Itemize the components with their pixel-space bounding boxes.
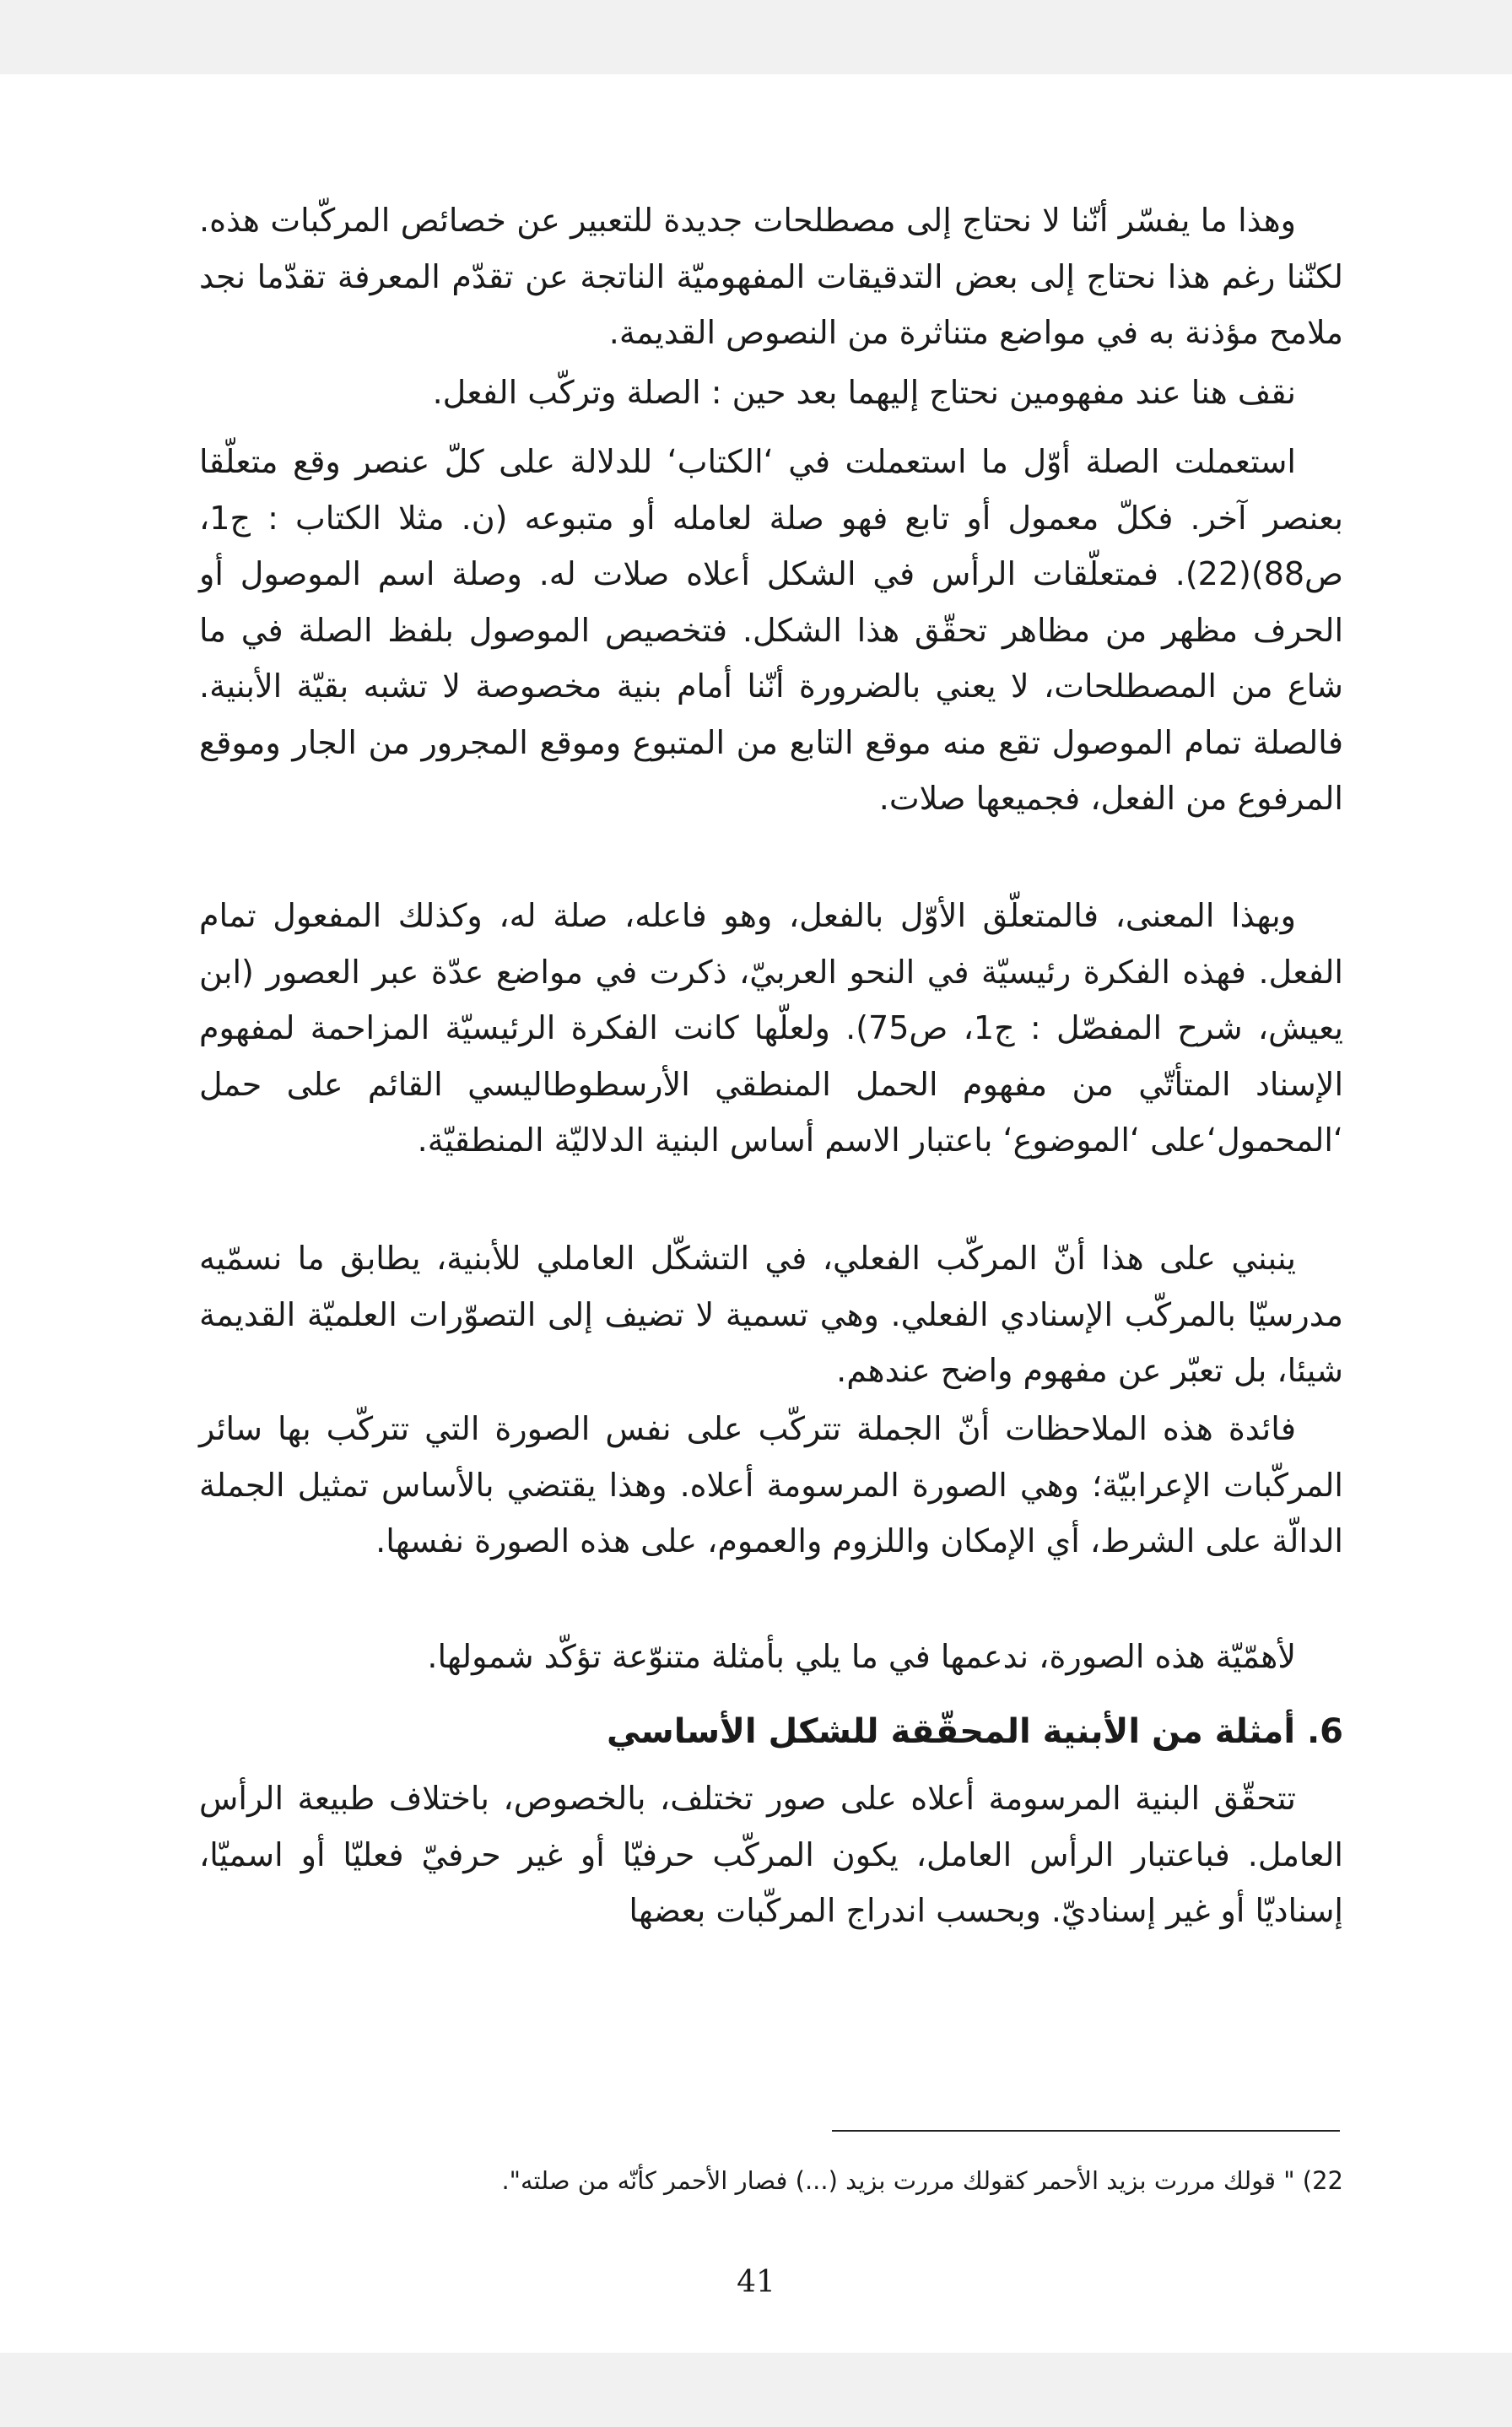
paragraph-3: استعملت الصلة أوّل ما استعملت في ‘الكتاب‘ للدلالة على كلّ عنصر وقع متعلّقا بعنصر آخر. فكلّ معمول أو تابع فهو صلة لعامله أو متبوعه (ن. مثلا الكتاب : ج1، ص88)(22). فمتعلّقات الرأس في الشكل أعلاه صلات له. وصلة اسم الموصول أو الحرف مظهر من مظاهر تحقّق هذا الشكل. فتخصيص الموصول بلفظ الصلة في ما شاع من المصطلحات، لا يعني بالضرورة أنّنا أمام بنية مخصوصة لا تشبه بقيّة الأبنية. فالصلة تمام الموصول تقع منه موقع التابع من المتبوع وموقع المجرور من الجار وموقع المرفوع من الفعل، فجميعها صلات.	[199, 443, 1343, 817]
paragraph-4: وبهذا المعنى، فالمتعلّق الأوّل بالفعل، وهو فاعله، صلة له، وكذلك المفعول تمام الفعل. فهذه الفكرة رئيسيّة في النحو العربيّ، ذكرت في مواضع عدّة عبر العصور (ابن يعيش، شرح المفصّل : ج1، ص75). ولعلّها كانت الفكرة الرئيسيّة المزاحمة لمفهوم الإسناد المتأتّي من مفهوم الحمل المنطقي الأرسطوطاليسي القائم على حمل ‘المحمول‘على ‘الموضوع‘ باعتبار الاسم أساس البنية الدلاليّة المنطقيّة.	[199, 897, 1343, 1159]
paragraph-2: نقف هنا عند مفهومين نحتاج إليهما بعد حين : الصلة وتركّب الفعل.	[432, 374, 1296, 411]
paragraph-6: فائدة هذه الملاحظات أنّ الجملة تتركّب على نفس الصورة التي تتركّب بها سائر المركّبات الإعرابيّة؛ وهي الصورة المرسومة أعلاه. وهذا يقتضي بالأساس تمثيل الجملة الدالّة على الشرط، أي الإمكان واللزوم والعموم، على هذه الصورة نفسها.	[199, 1410, 1343, 1559]
paragraph-7: لأهمّيّة هذه الصورة، ندعمها في ما يلي بأمثلة متنوّعة تؤكّد شمولها.	[427, 1638, 1296, 1675]
footnote-22: 22) " قولك مررت بزيد الأحمر كقولك مررت بزيد (...) فصار الأحمر كأنّه من صلته".	[501, 2166, 1343, 2195]
document-page	[0, 74, 1512, 2353]
paragraph-1: وهذا ما يفسّر أنّنا لا نحتاج إلى مصطلحات جديدة للتعبير عن خصائص المركّبات هذه. لكنّنا رغم هذا نحتاج إلى بعض التدقيقات المفهوميّة الناتجة عن تقدّم المعرفة تقدّما نجد ملامح مؤذنة به في مواضع متناثرة من النصوص القديمة.	[199, 202, 1343, 351]
footnote-separator	[832, 2130, 1340, 2132]
paragraph-5: ينبني على هذا أنّ المركّب الفعلي، في التشكّل العاملي للأبنية، يطابق ما نسمّيه مدرسيّا بالمركّب الإسنادي الفعلي. وهي تسمية لا تضيف إلى التصوّرات العلميّة القديمة شيئا، بل تعبّر عن مفهوم واضح عندهم.	[199, 1240, 1343, 1389]
paragraph-8: تتحقّق البنية المرسومة أعلاه على صور تختلف، بالخصوص، باختلاف طبيعة الرأس العامل. فباعتبار الرأس العامل، يكون المركّب حرفيّا أو غير حرفيّ فعليّا أو اسميّا، إسناديّا أو غير إسناديّ. وبحسب اندراج المركّبات بعضها	[199, 1780, 1343, 1929]
page-number: 41	[737, 2265, 775, 2300]
section-heading: 6. أمثلة من الأبنية المحقّقة للشكل الأساسي	[606, 1712, 1343, 1751]
